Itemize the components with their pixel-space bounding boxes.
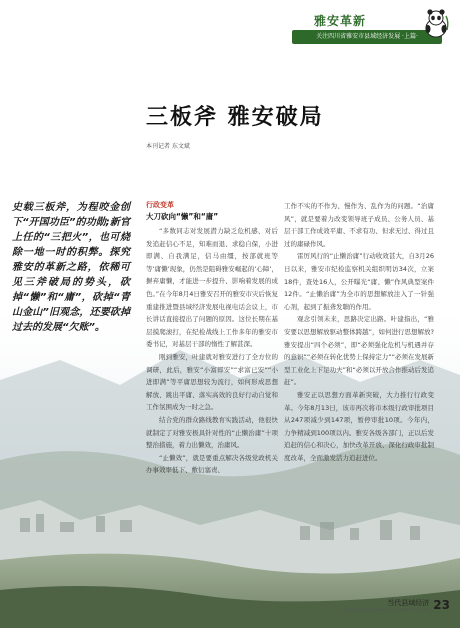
paragraph: 雷厉风行的“止懒治庸”行动收效甚大，自3月26日以来，雅安市纪检监察机关组织明访34次，立案18件，查处16人，公开曝光“庸、懒”作风典型案件12件。“止懒治庸”为全市的思想解放注入了一针强心剂，起到了振聋发聩的作用。: [284, 252, 434, 311]
section-banner: [280, 8, 452, 48]
page-footer: [346, 598, 450, 612]
section-heading: 大刀砍向“懒”和“庸”: [146, 212, 219, 221]
section-title: 雅安革新: [314, 14, 367, 28]
paragraph: 雅安正以思想方面革新突破，大力推行行政变革。今年8月13日，该市再次将市本级行政审批项目从247项减少到147项，暂停审批10项。今年内，力争精减到100项以内。雅安各级各部门，正以后发追赶的信心和决心，加快改革开放、深化行政审批制度改革，全面激发活力追赶进位。: [284, 390, 434, 462]
paragraph: “止懒效”，就是要重点解决各级党政机关办事效率低下、敷衍塞责、: [146, 453, 278, 475]
panda-icon: [422, 8, 450, 38]
footer-magazine-info: [346, 598, 430, 612]
magazine-name: 当代县域经济: [387, 599, 430, 607]
section-label: 行政变革: [146, 201, 174, 209]
paragraph: “多数同志对发展潜力缺乏危机感、对后发追赶信心不足，知难而退、求稳自保，小进即满、自我满足，信马由缰，按部就班等等‘庸懒’现象，仍然是阻碍雅安崛起的‘心障’，摒弃庸懒，才能进一步提升、影响着发展的成色。”在今年8月4日雅安召开的雅安市灾后恢复重建推进暨县域经济发展电视电话会议上，市长讲话直接提出了问题的原因。这位长期在基层摸爬滚打，在纪检战线上工作多年的雅安市委书记，对基层干部的惰性了解甚深。: [146, 227, 278, 349]
article-column-middle: [146, 200, 278, 477]
paragraph: 观念引领未来，思路决定出路。叶建指出，“雅安要以思想解放驱动整体跨越”，如何进行思想解放?雅安提出“四个必须”，即“必须强化危机与机遇并存的意识”“必须在转化优势上保持定力”“必须在发展新型工业化上下足功夫”和“必须以开放合作推动后发追赶”。: [284, 315, 434, 387]
article-intro: 史载三板斧，为程咬金创下“开国功臣”的功勋;新官上任的“三把火”，也可烧除一地一时的积弊。探究雅安的革新之路，依稀可见三斧破局的势头，砍掉“懒”和“庸”，砍掉“青山金山”旧观念，还要砍掉过去的发展“欠账”。: [12, 202, 130, 333]
article-column-right: [284, 200, 434, 464]
page-number: 23: [433, 598, 450, 612]
paragraph: 刚到雅安，叶建就对雅安进行了全方位的调研，此后，雅安“小富即安”“求富已安”“小进即满”等平庸思想较为流行，如何形成思想解放、跳出平庸、落实高效的良好行动自觉和工作氛围成为一时之急。: [146, 352, 278, 412]
section-subtitle: 关注四川省雅安市县域经济发展 ·上篇·: [292, 30, 442, 44]
article-byline: 本刊记者 东文斌: [146, 143, 190, 150]
paragraph: 结合党的群众路线教育实践活动，他很快就制定了对雅安极具针对性的“止懒治庸”十项整治措施，着力出懒效，治庸风。: [146, 415, 278, 450]
magazine-english-name: PRESENT-DAY COUNTY ECONOMY · 2014 08: [345, 608, 430, 612]
article-headline: 三板斧 雅安破局: [146, 105, 324, 130]
paragraph: 工作不实的不作为、慢作为、乱作为的问题。“治庸风”，就是要着力改变领导班子成员、公务人员、基层干部工作成效平庸、不求有功、但求无过、得过且过的庸碌作风。: [284, 202, 434, 248]
